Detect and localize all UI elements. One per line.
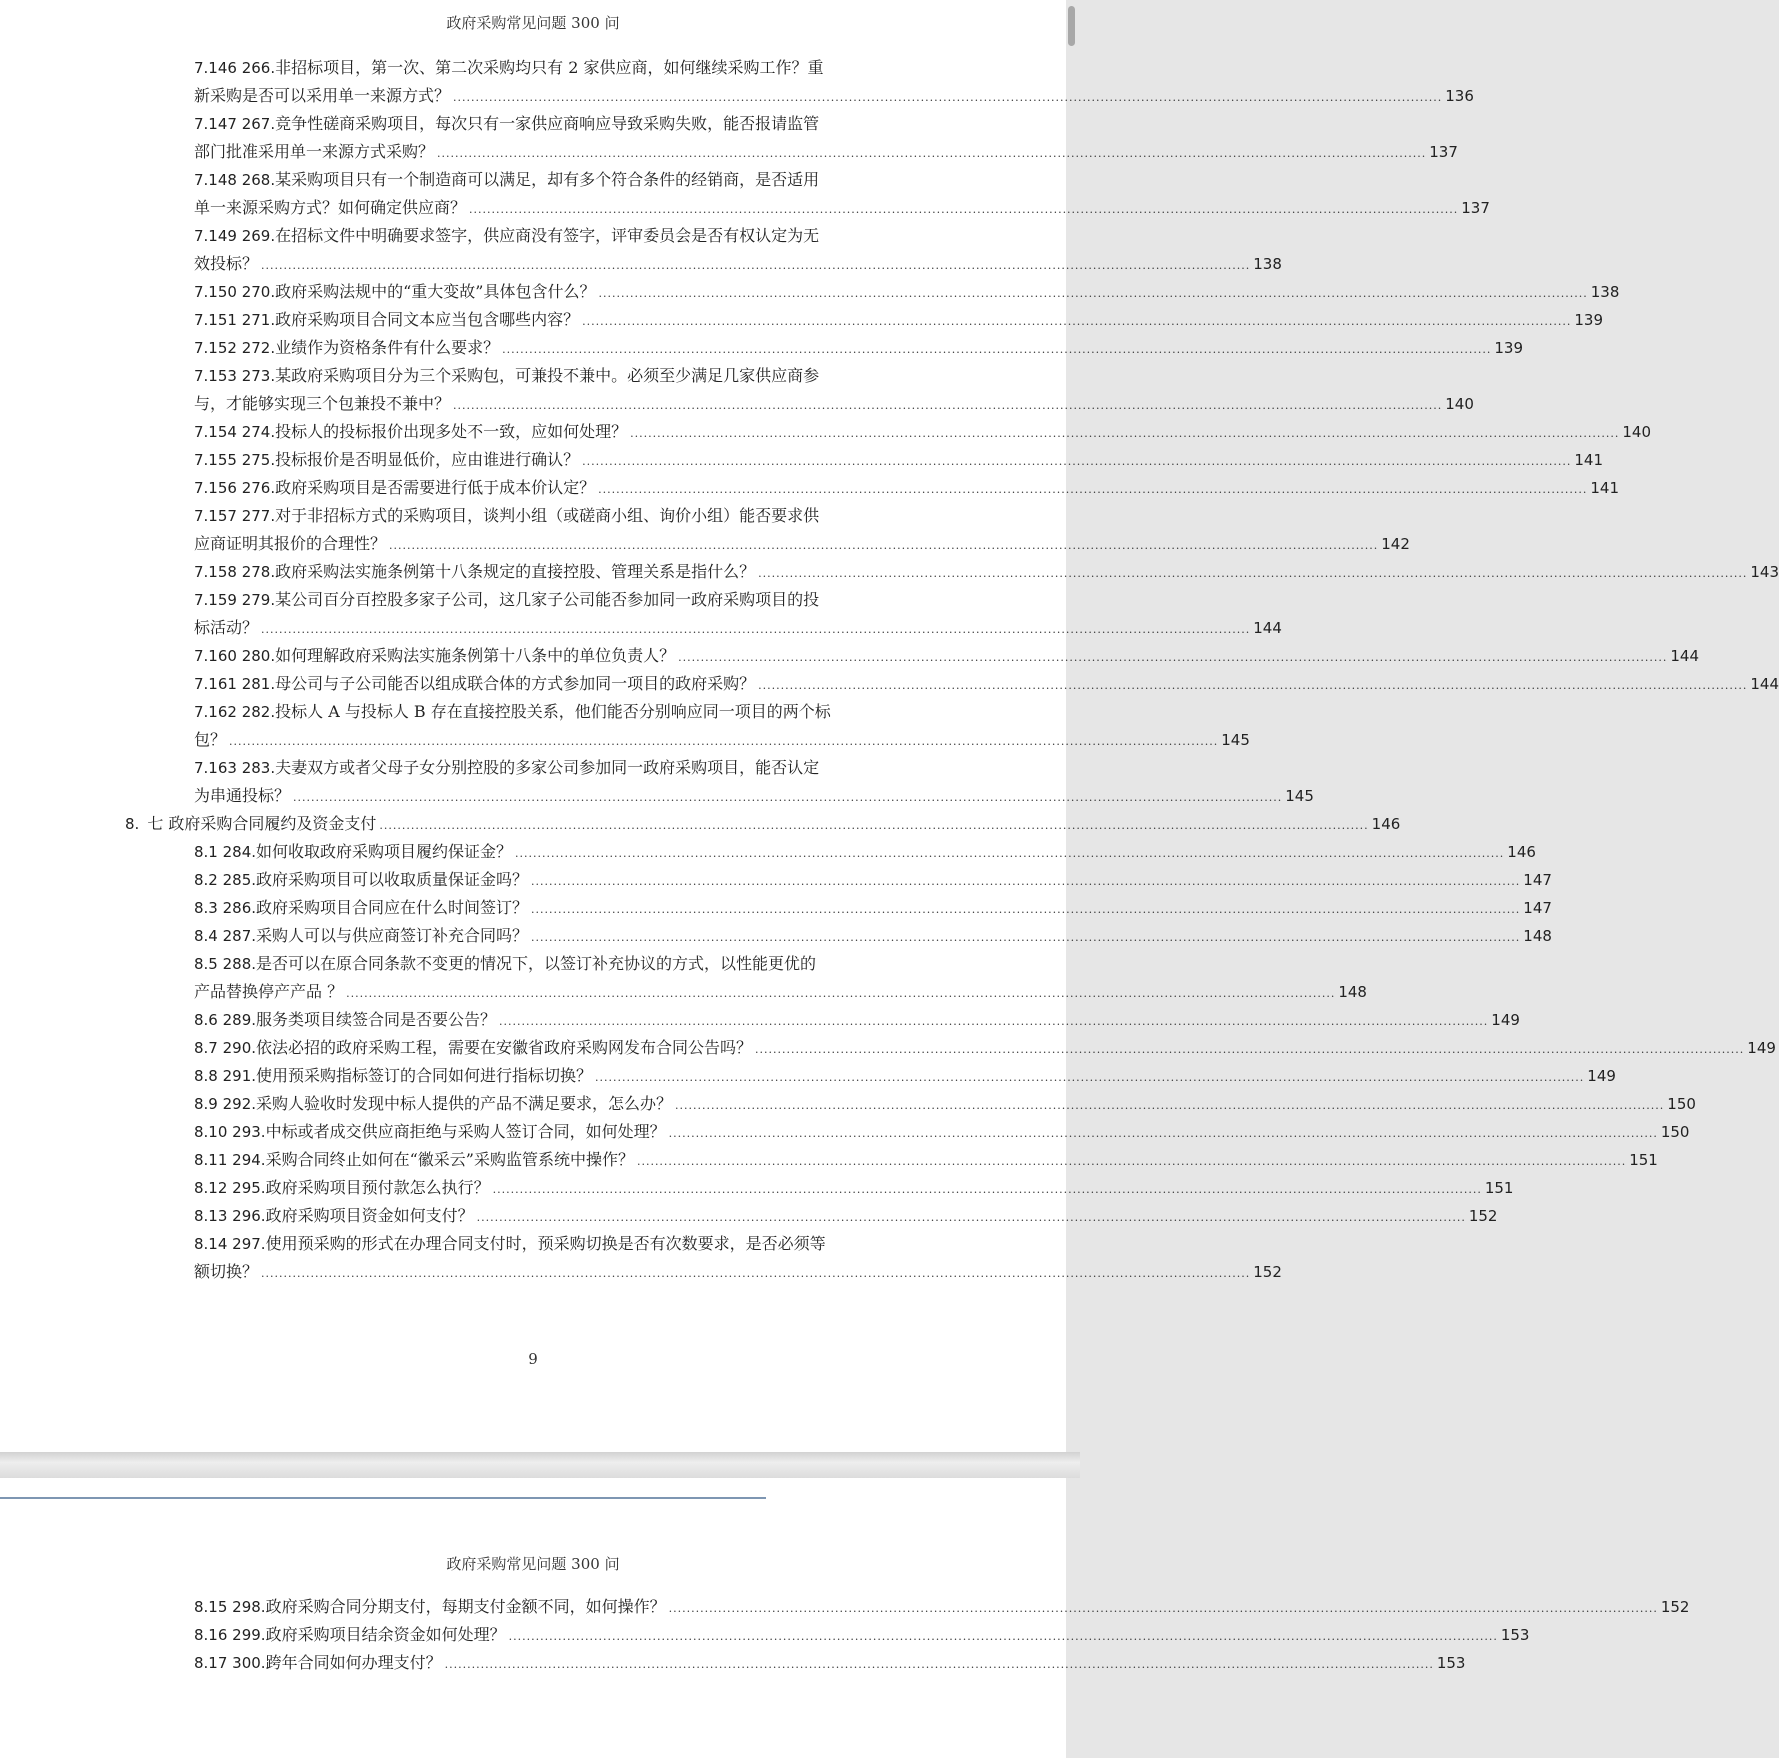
dot-leader: ............................................................................................................................................................................................................................: [469, 203, 1459, 216]
toc-entry-number: 8.10 293.: [194, 1123, 266, 1141]
toc-entry[interactable]: [140, 1090, 1696, 1118]
toc-entry-number: 8.5 288.: [194, 955, 257, 973]
dot-leader: ............................................................................................................................................................................................................................: [668, 1127, 1658, 1140]
toc-entry[interactable]: [140, 1034, 1776, 1062]
toc-entry-number: 8.11 294.: [194, 1151, 266, 1169]
toc-entry-title: 对于非招标方式的采购项目，谈判小组（或磋商小组、询价小组）能否要求供: [275, 506, 820, 525]
dot-leader: ............................................................................................................................................................................................................................: [755, 1043, 1745, 1056]
toc-entry-title: 中标或者成交供应商拒绝与采购人签订合同，如何处理？: [265, 1122, 666, 1141]
toc-entry-title: 服务类项目续签合同是否要公告？: [256, 1010, 497, 1029]
toc-entry-page: 141: [1590, 479, 1620, 497]
toc-entry-title: 七 政府采购合同履约及资金支付: [147, 814, 377, 833]
toc-entry-title-continued: 与，才能够实现三个包兼投不兼中？: [194, 394, 451, 413]
page-header-title-2: 政府采购常见问题 300 问: [446, 1555, 620, 1573]
toc-entry[interactable]: [140, 1146, 1658, 1174]
dot-leader: ............................................................................................................................................................................................................................: [598, 287, 1588, 300]
toc-entry-title-continued: 额切换？: [194, 1262, 259, 1281]
toc-entry-title-continued: 标活动？: [194, 618, 259, 637]
dot-leader: ............................................................................................................................................................................................................................: [668, 1602, 1658, 1615]
dot-leader: ............................................................................................................................................................................................................................: [758, 679, 1748, 692]
toc-entry-title: 投标人 A 与投标人 B 存在直接控股关系，他们能否分别响应同一项目的两个标: [275, 702, 831, 721]
toc-entry-page: 139: [1494, 339, 1524, 357]
toc-entry-title: 依法必招的政府采购工程，需要在安徽省政府采购网发布合同公告吗？: [256, 1038, 753, 1057]
dot-leader: ............................................................................................................................................................................................................................: [444, 1658, 1434, 1671]
dot-leader: ............................................................................................................................................................................................................................: [502, 343, 1492, 356]
toc-entry[interactable]: [140, 838, 1536, 866]
toc-entry-title: 如何收取政府采购项目履约保证金？: [256, 842, 513, 861]
dot-leader: ............................................................................................................................................................................................................................: [582, 315, 1572, 328]
toc-entry-number: 8.15 298.: [194, 1598, 266, 1616]
toc-entry-page: 145: [1285, 787, 1314, 805]
toc-entry-number: 7.162 282.: [194, 703, 276, 721]
toc-entry-number: 7.158 278.: [194, 563, 276, 581]
toc-entry[interactable]: [140, 1118, 1690, 1146]
toc-entry-page: 140: [1622, 423, 1652, 441]
toc-entry-number: 7.150 270.: [194, 283, 276, 301]
dot-leader: ............................................................................................................................................................................................................................: [598, 483, 1588, 496]
toc-entry-title: 如何理解政府采购法实施条例第十八条中的单位负责人？: [275, 646, 676, 665]
toc-entry-page: 149: [1747, 1039, 1776, 1057]
toc-entry-title: 采购合同终止如何在“徽采云”采购监管系统中操作？: [265, 1150, 634, 1169]
toc-entry-page: 145: [1221, 731, 1250, 749]
toc-entry-number: 8.13 296.: [194, 1207, 266, 1225]
dot-leader: ............................................................................................................................................................................................................................: [758, 567, 1748, 580]
toc-entry[interactable]: [140, 1649, 1466, 1677]
dot-leader: ............................................................................................................................................................................................................................: [508, 1630, 1498, 1643]
dot-leader: ............................................................................................................................................................................................................................: [453, 399, 1443, 412]
toc-entry-number: 7.155 275.: [194, 451, 276, 469]
toc-entry[interactable]: [140, 446, 1604, 474]
toc-entry[interactable]: [140, 418, 1652, 446]
toc-entry-number: 8.14 297.: [194, 1235, 266, 1253]
toc-entry-title: 政府采购项目可以收取质量保证金吗？: [256, 870, 529, 889]
toc-entry-page: 139: [1574, 311, 1604, 329]
toc-entry-title-continued: 效投标？: [194, 254, 259, 273]
toc-entry-number: 8.12 295.: [194, 1179, 266, 1197]
dot-leader: ............................................................................................................................................................................................................................: [389, 539, 1379, 552]
toc-entry[interactable]: [140, 166, 1490, 222]
toc-entry-number: 7.149 269.: [194, 227, 276, 245]
dot-leader: ............................................................................................................................................................................................................................: [531, 903, 1521, 916]
toc-entry-title: 政府采购项目预付款怎么执行？: [265, 1178, 490, 1197]
toc-entry-number: 7.156 276.: [194, 479, 276, 497]
toc-entry-page: 151: [1629, 1151, 1658, 1169]
toc-entry-page: 151: [1484, 1179, 1514, 1197]
toc-entry-title: 采购人可以与供应商签订补充合同吗？: [256, 926, 529, 945]
dot-leader: ............................................................................................................................................................................................................................: [630, 427, 1620, 440]
dot-leader: ............................................................................................................................................................................................................................: [531, 875, 1521, 888]
toc-entry-page: 150: [1667, 1095, 1696, 1113]
dot-leader: ............................................................................................................................................................................................................................: [595, 1071, 1585, 1084]
toc-entry-page: 150: [1660, 1123, 1690, 1141]
toc-entry-number: 8.2 285.: [194, 871, 257, 889]
toc-entry-title: 业绩作为资格条件有什么要求？: [275, 338, 500, 357]
toc-entry-page: 144: [1670, 647, 1700, 665]
toc-entry[interactable]: [140, 334, 1524, 362]
toc-entry-title: 使用预采购指标签订的合同如何进行指标切换？: [256, 1066, 593, 1085]
dot-leader: ............................................................................................................................................................................................................................: [492, 1183, 1482, 1196]
toc-entry-title: 政府采购项目是否需要进行低于成本价认定？: [275, 478, 596, 497]
toc-entry[interactable]: [140, 222, 1282, 278]
toc-entry-page: 138: [1253, 255, 1282, 273]
toc-entry-title: 夫妻双方或者父母子女分别控股的多家公司参加同一政府采购项目，能否认定: [275, 758, 820, 777]
toc-entry[interactable]: [140, 922, 1552, 950]
toc-entry-title-continued: 部门批准采用单一来源方式采购？: [194, 142, 435, 161]
toc-entry-page: 146: [1507, 843, 1536, 861]
toc-entry-number: 7.159 279.: [194, 591, 276, 609]
toc-entry-title: 某公司百分百控股多家子公司，这几家子公司能否参加同一政府采购项目的投: [275, 590, 820, 609]
dot-leader: ............................................................................................................................................................................................................................: [261, 1267, 1251, 1280]
toc-entry-page: 137: [1461, 199, 1490, 217]
toc-entry-title-continued: 包？: [194, 730, 227, 749]
toc-entry-page: 143: [1750, 563, 1779, 581]
toc-entry-page: 142: [1381, 535, 1410, 553]
toc-entry[interactable]: [140, 474, 1620, 502]
toc-entry[interactable]: [140, 278, 1620, 306]
toc-entry-title-continued: 单一来源采购方式？如何确定供应商？: [194, 198, 467, 217]
toc-entry-title-continued: 新采购是否可以采用单一来源方式？: [194, 86, 451, 105]
toc-entry-number: 7.146 266.: [194, 59, 276, 77]
toc-entry[interactable]: [140, 1230, 1282, 1286]
toc-entry-title-continued: 产品替换停产产品 ？: [194, 982, 344, 1001]
toc-entry-number: 7.148 268.: [194, 171, 276, 189]
toc-entry-title: 某采购项目只有一个制造商可以满足，却有多个符合条件的经销商，是否适用: [275, 170, 820, 189]
toc-entry-page: 141: [1574, 451, 1604, 469]
toc-entry-page: 147: [1523, 871, 1552, 889]
dot-leader: ............................................................................................................................................................................................................................: [499, 1015, 1489, 1028]
toc-entry-page: 153: [1500, 1626, 1530, 1644]
toc-entry-page: 136: [1445, 87, 1474, 105]
toc-entry[interactable]: [140, 754, 1314, 810]
toc-entry-number: 8.6 289.: [194, 1011, 257, 1029]
dot-leader: ............................................................................................................................................................................................................................: [346, 987, 1336, 1000]
toc-entry-title: 政府采购合同分期支付，每期支付金额不同，如何操作？: [265, 1597, 666, 1616]
toc-entry-page: 152: [1253, 1263, 1282, 1281]
toc-entry-number: 8.16 299.: [194, 1626, 266, 1644]
toc-entry-title: 非招标项目，第一次、第二次采购均只有 2 家供应商，如何继续采购工作？重: [275, 58, 824, 77]
toc-entry-number: 8.9 292.: [194, 1095, 257, 1113]
toc-entry[interactable]: [140, 54, 1474, 110]
toc-entry-number: 8.1 284.: [194, 843, 257, 861]
toc-entry-title: 在招标文件中明确要求签字，供应商没有签字，评审委员会是否有权认定为无: [275, 226, 820, 245]
toc-entry[interactable]: [140, 110, 1458, 166]
dot-leader: ............................................................................................................................................................................................................................: [675, 1099, 1665, 1112]
toc-entry-title: 政府采购项目结余资金如何处理？: [265, 1625, 506, 1644]
toc-entry[interactable]: [140, 1202, 1498, 1230]
toc-entry[interactable]: [140, 586, 1282, 642]
page-break-divider: [0, 1452, 1080, 1478]
toc-entry-number: 7.147 267.: [194, 115, 276, 133]
dot-leader: ............................................................................................................................................................................................................................: [636, 1155, 1627, 1168]
toc-entry[interactable]: [140, 1006, 1520, 1034]
toc-entry[interactable]: [140, 362, 1474, 418]
toc-entry-number: 7.160 280.: [194, 647, 276, 665]
toc-entry-page: 152: [1468, 1207, 1498, 1225]
header-rule: [0, 1497, 766, 1499]
toc-entry-number: 7.157 277.: [194, 507, 276, 525]
dot-leader: ............................................................................................................................................................................................................................: [261, 623, 1251, 636]
toc-entry-number: 7.152 272.: [194, 339, 276, 357]
toc-entry-title-continued: 为串通投标？: [194, 786, 291, 805]
toc-entry-title: 母公司与子公司能否以组成联合体的方式参加同一项目的政府采购？: [275, 674, 756, 693]
toc-entry-title: 政府采购项目合同文本应当包含哪些内容？: [275, 310, 580, 329]
toc-entry-number: 8.4 287.: [194, 927, 257, 945]
dot-leader: ............................................................................................................................................................................................................................: [453, 91, 1443, 104]
toc-entry-page: 149: [1491, 1011, 1520, 1029]
toc-entry[interactable]: [140, 642, 1700, 670]
toc-entry-title: 政府采购项目资金如何支付？: [265, 1206, 474, 1225]
toc-entry-page: 152: [1660, 1598, 1690, 1616]
toc-chapter-entry[interactable]: [110, 810, 1401, 838]
toc-entry[interactable]: [140, 306, 1604, 334]
toc-entry-page: 140: [1445, 395, 1474, 413]
dot-leader: ............................................................................................................................................................................................................................: [582, 455, 1572, 468]
dot-leader: ............................................................................................................................................................................................................................: [229, 735, 1219, 748]
scrollbar-thumb[interactable]: [1068, 6, 1075, 46]
toc-entry[interactable]: [140, 1593, 1690, 1621]
toc-entry-title: 投标报价是否明显低价，应由谁进行确认？: [275, 450, 580, 469]
toc-entry[interactable]: [140, 670, 1779, 698]
toc-entry[interactable]: [140, 950, 1367, 1006]
toc-entry-number: 8.17 300.: [194, 1654, 266, 1672]
page-header-title: 政府采购常见问题 300 问: [446, 14, 620, 32]
toc-entry-page: 153: [1436, 1654, 1466, 1672]
toc-entry[interactable]: [140, 1621, 1530, 1649]
toc-entry-title: 某政府采购项目分为三个采购包，可兼投不兼中。必须至少满足几家供应商参: [275, 366, 820, 385]
toc-entry-number: 7.154 274.: [194, 423, 276, 441]
toc-entry-page: 137: [1429, 143, 1458, 161]
table-of-contents: [125, 54, 1779, 1286]
toc-entry[interactable]: [140, 1174, 1514, 1202]
dot-leader: ............................................................................................................................................................................................................................: [293, 791, 1283, 804]
toc-entry-title: 采购人验收时发现中标人提供的产品不满足要求，怎么办？: [256, 1094, 673, 1113]
toc-entry-title: 竞争性磋商采购项目，每次只有一家供应商响应导致采购失败，能否报请监管: [275, 114, 820, 133]
toc-entry-title: 投标人的投标报价出现多处不一致，应如何处理？: [275, 422, 628, 441]
toc-entry[interactable]: [140, 1062, 1616, 1090]
dot-leader: ............................................................................................................................................................................................................................: [379, 819, 1369, 832]
toc-entry-title-continued: 应商证明其报价的合理性？: [194, 534, 387, 553]
toc-entry-page: 144: [1253, 619, 1282, 637]
dot-leader: ............................................................................................................................................................................................................................: [261, 259, 1251, 272]
toc-entry-page: 146: [1371, 815, 1401, 833]
toc-entry-title: 政府采购法实施条例第十八条规定的直接控股、管理关系是指什么？: [275, 562, 756, 581]
toc-entry-number: 8.: [125, 815, 140, 833]
toc-entry-number: 8.7 290.: [194, 1039, 257, 1057]
toc-entry-title: 跨年合同如何办理支付？: [265, 1653, 442, 1672]
toc-entry[interactable]: [140, 866, 1552, 894]
table-of-contents-continued: [140, 1593, 1690, 1677]
toc-entry-number: 7.163 283.: [194, 759, 276, 777]
dot-leader: ............................................................................................................................................................................................................................: [515, 847, 1505, 860]
toc-entry-page: 147: [1523, 899, 1552, 917]
toc-entry-title: 政府采购项目合同应在什么时间签订？: [256, 898, 529, 917]
dot-leader: ............................................................................................................................................................................................................................: [678, 651, 1668, 664]
toc-entry-number: 7.153 273.: [194, 367, 276, 385]
toc-entry-number: 7.161 281.: [194, 675, 276, 693]
toc-entry[interactable]: [140, 502, 1410, 558]
toc-entry-title: 使用预采购的形式在办理合同支付时，预采购切换是否有次数要求，是否必须等: [265, 1234, 826, 1253]
toc-entry-title: 是否可以在原合同条款不变更的情况下，以签订补充协议的方式，以性能更优的: [256, 954, 817, 973]
dot-leader: ............................................................................................................................................................................................................................: [531, 931, 1521, 944]
toc-entry-page: 149: [1587, 1067, 1616, 1085]
toc-entry-page: 144: [1750, 675, 1779, 693]
toc-entry-page: 138: [1590, 283, 1620, 301]
toc-entry[interactable]: [140, 894, 1552, 922]
toc-entry-number: 8.8 291.: [194, 1067, 257, 1085]
toc-entry-page: 148: [1523, 927, 1552, 945]
toc-entry[interactable]: [140, 558, 1779, 586]
dot-leader: ............................................................................................................................................................................................................................: [476, 1211, 1466, 1224]
toc-entry[interactable]: [140, 698, 1250, 754]
toc-entry-number: 8.3 286.: [194, 899, 257, 917]
toc-entry-number: 7.151 271.: [194, 311, 276, 329]
toc-entry-title: 政府采购法规中的“重大变故”具体包含什么？: [275, 282, 596, 301]
toc-entry-page: 148: [1338, 983, 1367, 1001]
page-number: 9: [528, 1350, 538, 1368]
dot-leader: ............................................................................................................................................................................................................................: [437, 147, 1427, 160]
